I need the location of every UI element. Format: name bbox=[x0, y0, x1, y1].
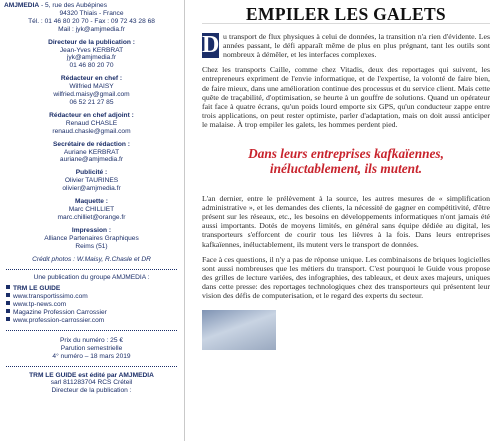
publisher-address-1: - 5, rue des Aubépines bbox=[39, 2, 107, 9]
legal-footer-line-2: sarl 811283704 RCS Créteil bbox=[50, 379, 133, 387]
publication-item[interactable] bbox=[6, 285, 177, 293]
advertising-email[interactable]: olivier@amjmedia.fr bbox=[62, 185, 121, 193]
bullet-square-icon bbox=[6, 317, 10, 321]
publication-item[interactable] bbox=[6, 317, 177, 325]
printing-block bbox=[0, 227, 183, 251]
masthead-sidebar bbox=[0, 0, 183, 441]
article-paragraph-2: Chez les transports Caille, comme chez Vitadis, deux des reportages qui suivent, les entrepreneurs expriment de l'envie informatique, et de l'expertise, la volonté de faire bien, de faire mieux, dans une amélioration continue des processus et du service client. Mais cette quête de traçabilité, d'optimisation, se heurte à un gouffre de solutions. Quand un opérateur fait face à quatre écrans, qu'un poids lourd emporte six GPS, qu'un conducteur zappe entre trois applications, on peut rester optimiste, parler d'adaptation, mais on doit aussi anticiper le malaise. À trop empiler les galets, les hommes perdent pied. bbox=[202, 65, 490, 129]
publisher-address-line bbox=[4, 2, 179, 10]
chief-editor-name: Wilfried MAISY bbox=[69, 83, 114, 91]
publication-label: www.transportissimo.com bbox=[13, 293, 88, 301]
bullet-square-icon bbox=[6, 293, 10, 297]
director-title: Directeur de la publication : bbox=[48, 38, 135, 46]
chief-editor-title: Rédacteur en chef : bbox=[60, 75, 123, 83]
article-title: EMPILER LES GALETS bbox=[202, 10, 490, 24]
issue-number-date: 4° numéro – 18 mars 2019 bbox=[52, 352, 131, 360]
director-block bbox=[0, 39, 183, 71]
publisher-address-2: 94320 Thiais - France bbox=[59, 9, 124, 17]
chief-editor-block bbox=[0, 75, 183, 107]
secretary-block bbox=[0, 141, 183, 165]
publisher-phone-fax: Tél. : 01 46 80 20 70 - Fax : 09 72 43 28 68 bbox=[28, 17, 155, 25]
deputy-editor-title: Rédacteur en chef adjoint : bbox=[49, 111, 134, 119]
secretary-title: Secrétaire de rédaction : bbox=[53, 140, 130, 148]
bullet-square-icon bbox=[6, 301, 10, 305]
article-photo bbox=[202, 310, 276, 350]
advertising-title: Publicité : bbox=[75, 169, 108, 177]
layout-title: Maquette : bbox=[75, 198, 108, 206]
publication-label: TRM LE GUIDE bbox=[13, 285, 61, 293]
publication-label: www.tp-news.com bbox=[13, 301, 67, 309]
publications-block bbox=[0, 270, 183, 324]
column-divider bbox=[184, 0, 185, 441]
issue-price: Prix du numéro : 25 € bbox=[59, 336, 124, 344]
director-email[interactable]: jyk@amjmedia.fr bbox=[66, 54, 117, 62]
deputy-editor-name: Renaud CHASLE bbox=[65, 119, 118, 127]
printing-city: Reims (51) bbox=[75, 242, 108, 250]
advertising-block bbox=[0, 169, 183, 193]
layout-email[interactable]: marc.chilliet@orange.fr bbox=[57, 213, 126, 221]
layout-name: Marc CHILLIET bbox=[68, 205, 115, 213]
paragraph-4-text: Face à ces questions, il n'y a pas de réponse unique. Les combinaisons de briques logicielles sont aussi nombreuses que les métiers du transport. C'est pourquoi le Guide vous propose des grilles de lecture variées, des infographies, des tableaux, et deux axes majeurs, uniques dans cette presse: des reportages technologiques chez des transporteurs qui présentent leur vision des défis de computerisation, et le regard des experts du secteur. bbox=[202, 254, 490, 300]
editorial-article bbox=[202, 0, 490, 441]
publication-label: www.profession-carrossier.com bbox=[13, 316, 105, 324]
article-paragraph-1 bbox=[202, 32, 490, 59]
publication-item[interactable] bbox=[6, 293, 177, 301]
legal-footer-line-3: Directeur de la publication : bbox=[51, 387, 132, 395]
article-paragraph-4 bbox=[202, 255, 490, 300]
publication-item[interactable] bbox=[6, 301, 177, 309]
publication-item[interactable] bbox=[6, 309, 177, 317]
dropcap-letter: D bbox=[202, 32, 220, 59]
pull-quote-line-1: Dans leurs entreprises kafkaïennes, bbox=[248, 146, 444, 162]
periodicity: Parution semestrielle bbox=[60, 344, 123, 352]
printing-name: Alliance Partenaires Graphiques bbox=[44, 234, 139, 242]
publisher-email: Mail : jyk@amjmedia.fr bbox=[58, 25, 125, 33]
director-phone: 01 46 80 20 70 bbox=[69, 62, 114, 70]
publications-list bbox=[6, 285, 177, 325]
sidebar-divider bbox=[6, 366, 177, 367]
secretary-email[interactable]: auriane@amjmedia.fr bbox=[59, 156, 124, 164]
sidebar-divider bbox=[6, 330, 177, 331]
legal-footer bbox=[0, 372, 183, 396]
chief-editor-email[interactable]: wilfried.maisy@gmail.com bbox=[53, 91, 130, 99]
chief-editor-phone: 06 52 21 27 85 bbox=[69, 98, 114, 106]
advertising-name: Olivier TAURINES bbox=[64, 177, 119, 185]
bullet-square-icon bbox=[6, 285, 10, 289]
layout-block bbox=[0, 198, 183, 222]
printing-title: Impression : bbox=[71, 226, 112, 234]
director-name: Jean-Yves KERBRAT bbox=[59, 46, 124, 54]
photo-credits: Crédit photos : W.Maisy, R.Chasle et DR bbox=[32, 256, 151, 264]
publications-intro: Une publication du groupe AMJMEDIA : bbox=[33, 274, 150, 282]
publisher-block bbox=[0, 0, 183, 34]
secretary-name: Auriane KERBRAT bbox=[63, 148, 120, 156]
deputy-editor-email[interactable]: renaud.chasle@gmail.com bbox=[52, 127, 131, 135]
deputy-editor-block bbox=[0, 112, 183, 136]
legal-footer-line-1: TRM LE GUIDE est édité par AMJMEDIA bbox=[29, 371, 154, 379]
publication-label: Magazine Profession Carrossier bbox=[13, 309, 107, 316]
bullet-square-icon bbox=[6, 309, 10, 313]
pull-quote-line-2: inéluctablement, ils mutent. bbox=[269, 161, 423, 177]
article-paragraph-3: L'an dernier, entre le prélèvement à la source, les autres mesures de « simplification administrative », et les demandes des clients, la nécessité de gagner en compétitivité, d'être présent sur les réseaux, etc., les besoins en développements informatiques n'ont jamais été aussi importants. Dotés de moyens limités, en général sans équipe dédiée au digital, les transporteurs s'efforcent de courir tous les lièvres à la fois. Dans leurs entreprises kafkaïennes, inéluctablement, ils mutent vers le transport de données. bbox=[202, 194, 490, 249]
price-block bbox=[0, 337, 183, 361]
publisher-name: AMJMEDIA bbox=[4, 2, 40, 9]
paragraph-1-text: u transport de flux physiques à celui de données, la transition n'a rien d'évidente. Les années passant, le défi apparaît même de plus en plus prégnant, tant les outils sont nombreux à démêler, et les interfaces complexes. bbox=[223, 32, 490, 60]
pull-quote bbox=[202, 146, 490, 176]
